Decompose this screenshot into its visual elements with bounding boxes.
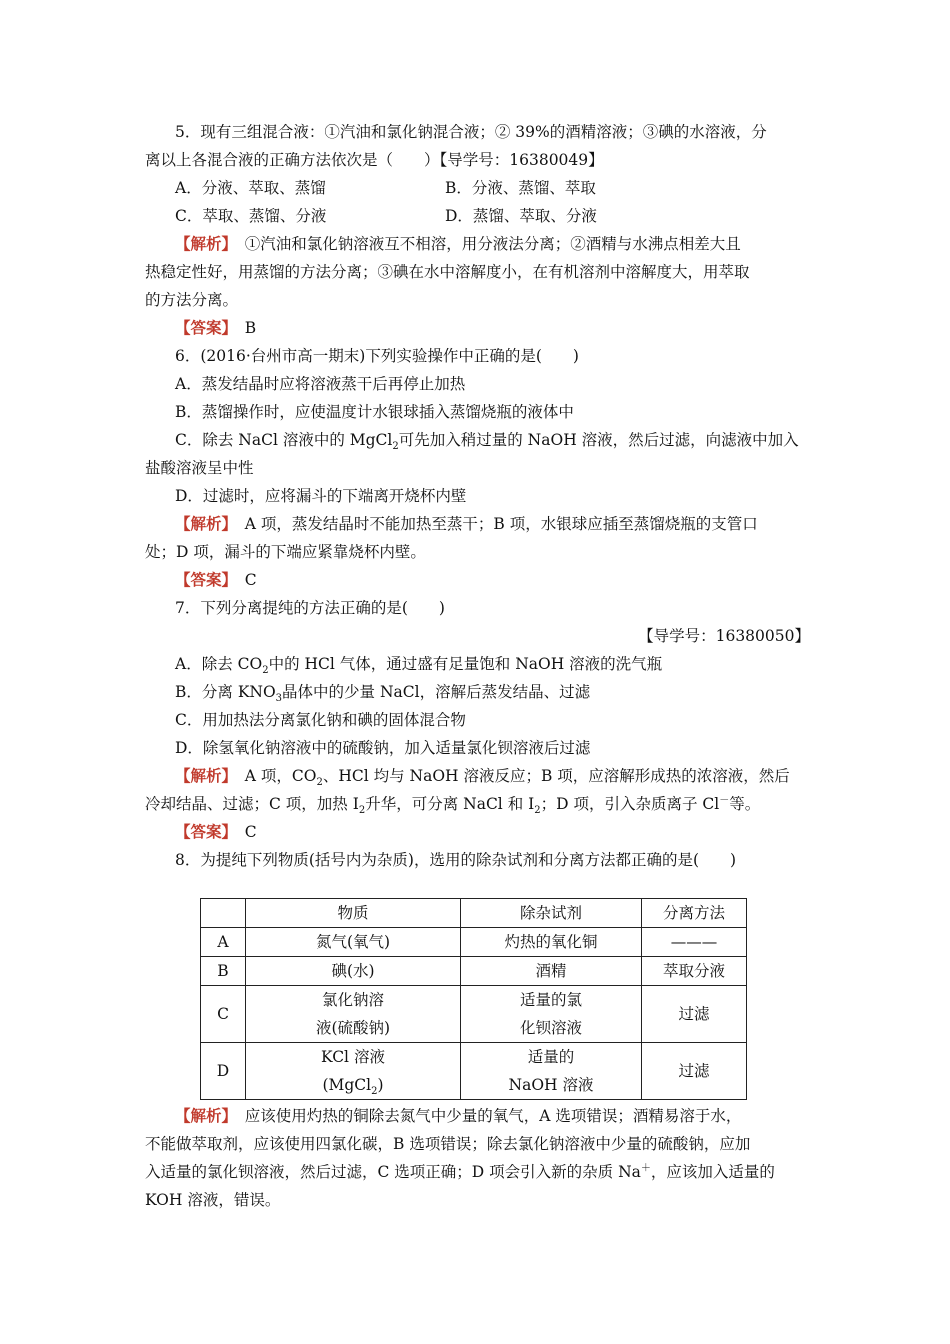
table-header-cell <box>201 899 246 928</box>
q8-analysis-text3b: ，应该加入适量的 <box>650 1163 775 1181</box>
table-row <box>201 1043 747 1100</box>
table-cell-text: 适量的 <box>527 1048 575 1066</box>
q7-analysis-line1 <box>175 766 840 789</box>
q5-option-a: A．分液、萃取、蒸馏 <box>175 179 326 197</box>
q7-stem: 7．下列分离提纯的方法正确的是( ) <box>175 599 445 617</box>
table-cell-label: B <box>201 957 246 986</box>
table-cell-reagent <box>461 1043 642 1100</box>
q7-option-b-sub: 3 <box>275 693 283 705</box>
q7-option-a-sub: 2 <box>262 665 269 677</box>
table-cell-method: 萃取分液 <box>642 957 747 986</box>
table-cell-text: 氯化钠溶 <box>321 991 384 1009</box>
table-cell-text: 化钡溶液 <box>519 1019 582 1037</box>
table-cell-text: 液(硫酸钠) <box>315 1019 391 1037</box>
q7-answer-line <box>175 822 840 842</box>
table-row <box>201 986 747 1043</box>
q5-analysis-line2: 热稳定性好，用蒸馏的方法分离；③碘在水中溶解度小，在有机溶剂中溶解度大，用萃取 <box>145 263 750 281</box>
table-cell-method: 过滤 <box>642 986 747 1043</box>
q8-analysis-tag: 【解析】 <box>175 1106 230 1125</box>
table-header-cell: 物质 <box>246 899 461 928</box>
q7-analysis-sub2: 2 <box>358 805 366 817</box>
q7-analysis-sub3: 2 <box>534 805 541 817</box>
q6-option-b: B．蒸馏操作时，应使温度计水银球插入蒸馏烧瓶的液体中 <box>175 403 574 421</box>
q7-analysis-text3: 冷却结晶、过滤；C 项，加热 I <box>145 795 359 813</box>
table-header-cell: 分离方法 <box>642 899 747 928</box>
q7-option-b <box>175 682 840 705</box>
q7-option-b-text1: B．分离 KNO <box>175 683 276 701</box>
q8-stem: 8．为提纯下列物质(括号内为杂质)，选用的除杂试剂和分离方法都正确的是( ) <box>175 851 737 869</box>
table-cell-reagent: 酒精 <box>461 957 642 986</box>
q5-analysis-line1 <box>175 234 840 254</box>
q7-analysis-sup: － <box>719 794 730 806</box>
q7-option-a-text1: A．除去 CO <box>175 655 263 673</box>
q6-stem: 6．(2016·台州市高一期末)下列实验操作中正确的是( ) <box>175 347 579 365</box>
q6-analysis-line1 <box>175 514 840 534</box>
q8-analysis-line3 <box>145 1162 810 1182</box>
table-cell-sub: 2 <box>371 1086 378 1098</box>
q6-analysis-tag: 【解析】 <box>175 514 230 533</box>
q6-answer-tag: 【答案】 <box>175 570 230 589</box>
q6-option-c-sub: 2 <box>392 441 399 453</box>
q5-options-row1 <box>175 178 840 198</box>
q7-option-b-text2: 晶体中的少量 NaCl，溶解后蒸发结晶、过滤 <box>282 683 591 701</box>
q7-analysis-text1: A 项，CO <box>229 767 317 785</box>
table-cell-substance: 氮气(氧气) <box>246 928 461 957</box>
q5-stem-line1: 5．现有三组混合液：①汽油和氯化钠混合液；② 39%的酒精溶液；③碘的水溶液，分 <box>175 123 767 141</box>
q5-analysis-text1: ①汽油和氯化钠溶液互不相溶，用分液法分离；②酒精与水沸点相差大且 <box>229 235 741 253</box>
q7-guide-number: 【导学号：16380050】 <box>638 627 810 645</box>
table-cell-text-part: ) <box>377 1076 384 1094</box>
q7-analysis-text6: 等。 <box>729 795 761 813</box>
q5-option-b: B．分液、蒸馏、萃取 <box>445 179 596 197</box>
table-cell-text: NaOH 溶液 <box>508 1076 594 1094</box>
q8-analysis-line4: KOH 溶液，错误。 <box>145 1191 281 1209</box>
q7-answer-tag: 【答案】 <box>175 822 230 841</box>
q5-analysis-tag: 【解析】 <box>175 234 230 253</box>
q6-answer: C <box>229 571 257 589</box>
q7-analysis-sub1: 2 <box>316 777 323 789</box>
q6-option-c-text1: C．除去 NaCl 溶液中的 MgCl <box>175 431 393 449</box>
q5-option-c: C．萃取、蒸馏、分液 <box>175 207 327 225</box>
table-row <box>201 957 747 986</box>
table-cell-text: KCl 溶液 <box>321 1048 385 1066</box>
q5-answer-tag: 【答案】 <box>175 318 230 337</box>
q8-table <box>200 898 747 1100</box>
q6-option-a: A．蒸发结晶时应将溶液蒸干后再停止加热 <box>175 375 466 393</box>
table-cell-reagent <box>461 986 642 1043</box>
q6-option-d: D．过滤时，应将漏斗的下端离开烧杯内壁 <box>175 487 467 505</box>
table-cell-substance: 碘(水) <box>246 957 461 986</box>
q6-answer-line <box>175 570 840 590</box>
q5-answer: B <box>229 319 257 337</box>
q6-analysis-text1: A 项，蒸发结晶时不能加热至蒸干；B 项，水银球应插至蒸馏烧瓶的支管口 <box>229 515 758 533</box>
q6-option-c-text2: 可先加入稍过量的 NaOH 溶液，然后过滤，向滤液中加入 <box>398 431 799 449</box>
q7-analysis-text4: 升华，可分离 NaCl 和 I <box>365 795 535 813</box>
table-cell-label: A <box>201 928 246 957</box>
table-cell-text <box>250 1071 456 1099</box>
q5-option-d: D．蒸馏、萃取、分液 <box>445 207 597 225</box>
q7-analysis-text2: 、HCl 均与 NaOH 溶液反应；B 项，应溶解形成热的浓溶液，然后 <box>322 767 790 785</box>
q7-option-c: C．用加热法分离氯化钠和碘的固体混合物 <box>175 711 466 729</box>
q5-analysis-line3: 的方法分离。 <box>145 291 239 309</box>
q7-option-a-text2: 中的 HCl 气体，通过盛有足量饱和 NaOH 溶液的洗气瓶 <box>268 655 663 673</box>
table-cell-label: D <box>201 1043 246 1100</box>
table-cell-text-part: (MgCl <box>322 1076 372 1094</box>
q7-analysis-text5: ；D 项，引入杂质离子 Cl <box>540 795 720 813</box>
q5-answer-line <box>175 318 840 338</box>
q6-analysis-line2: 处；D 项，漏斗的下端应紧靠烧杯内壁。 <box>145 543 426 561</box>
table-cell-substance <box>246 1043 461 1100</box>
q6-option-c-line1 <box>175 430 840 453</box>
q6-option-c-line2: 盐酸溶液呈中性 <box>145 459 254 477</box>
q8-analysis-text1: 应该使用灼热的铜除去氮气中少量的氧气，A 选项错误；酒精易溶于水， <box>229 1107 742 1125</box>
table-header-cell: 除杂试剂 <box>461 899 642 928</box>
table-cell-method: ——— <box>642 928 747 957</box>
table-cell-substance <box>246 986 461 1043</box>
q7-analysis-tag: 【解析】 <box>175 766 230 785</box>
q8-analysis-sup: ＋ <box>640 1162 651 1174</box>
table-cell-method: 过滤 <box>642 1043 747 1100</box>
table-cell-label: C <box>201 986 246 1043</box>
q8-analysis-line1 <box>175 1106 840 1126</box>
table-cell-text: 适量的氯 <box>519 991 582 1009</box>
q7-analysis-line2 <box>145 794 810 817</box>
table-header-row <box>201 899 747 928</box>
q7-answer: C <box>229 823 257 841</box>
q5-options-row2 <box>175 206 840 226</box>
q8-analysis-text3a: 入适量的氯化钡溶液，然后过滤，C 选项正确；D 项会引入新的杂质 Na <box>145 1163 641 1181</box>
q8-analysis-line2: 不能做萃取剂，应该使用四氯化碳，B 选项错误；除去氯化钠溶液中少量的硫酸钠，应加 <box>145 1135 751 1153</box>
q5-stem-line2: 离以上各混合液的正确方法依次是（ ）【导学号：16380049】 <box>145 151 604 169</box>
table-cell-reagent: 灼热的氧化铜 <box>461 928 642 957</box>
q7-option-d: D．除氢氧化钠溶液中的硫酸钠，加入适量氯化钡溶液后过滤 <box>175 739 591 757</box>
table-row <box>201 928 747 957</box>
q7-option-a <box>175 654 840 677</box>
